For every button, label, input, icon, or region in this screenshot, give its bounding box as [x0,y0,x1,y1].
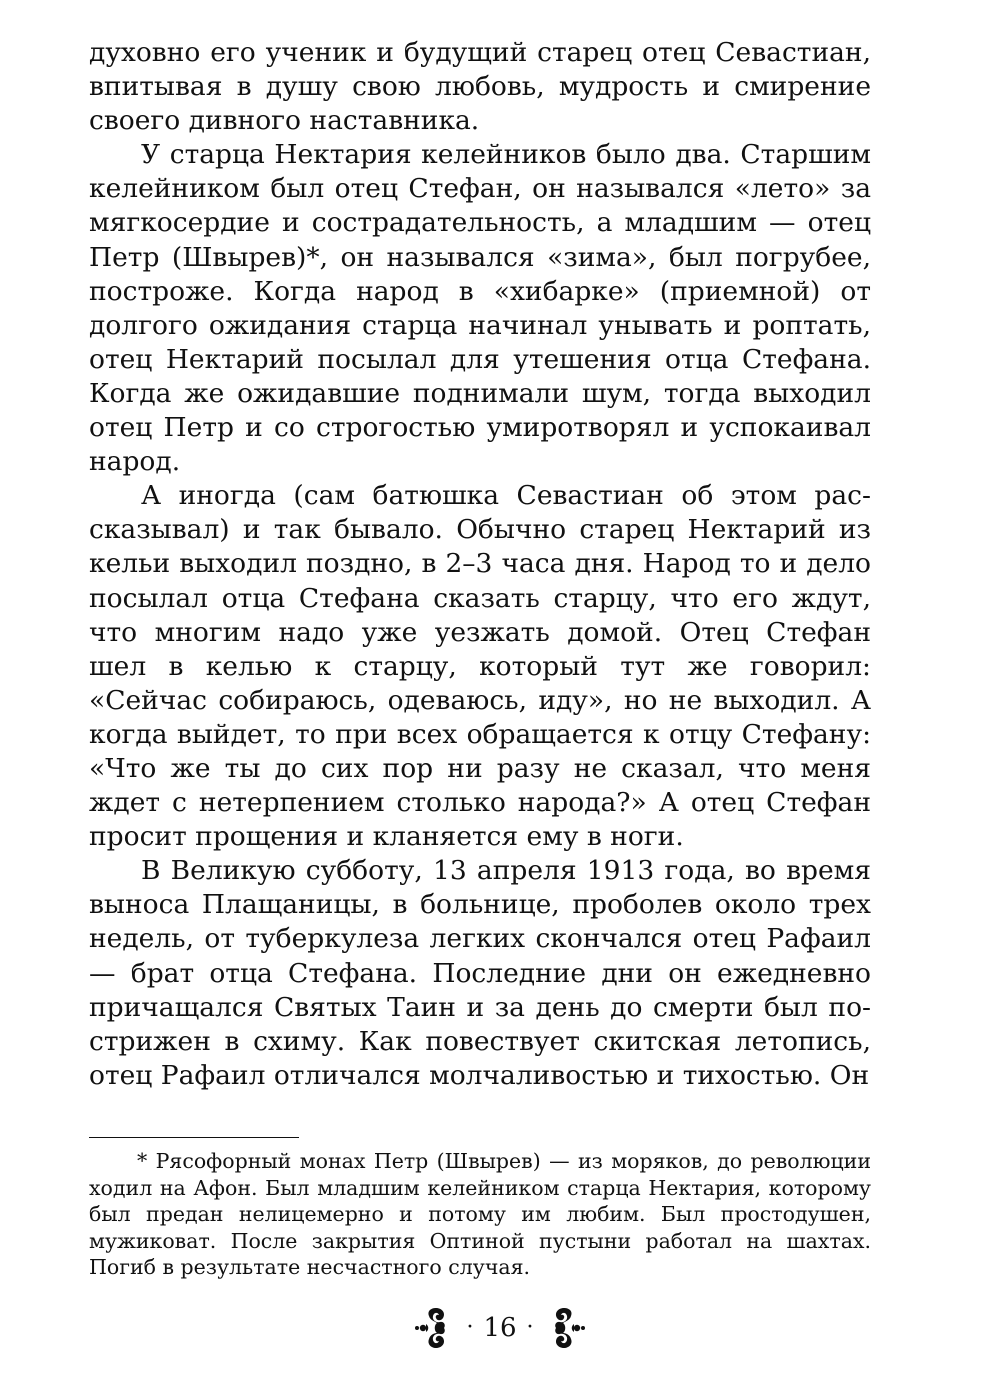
separator-dot: · [466,1315,474,1340]
scroll-ornament-icon [412,1304,460,1352]
paragraph-cell-attendants: У старца Нектария келейников было два. Старшим келейником был отец Стефан, он назывался «лето» за мягкосердие и сострадательность, а младшим — отец Петр (Швырев)*, он назывался «зима», был погрубее, построже. Когда народ в «хибарке» (приемной) от долгого ожидания старца начинал унывать и роптать, отец Нектарий посылал для утешения отца Стефана. Когда же ожидавшие поднимали шум, тогда выходил отец Петр и со строгостью умиротворял и успокаивал народ. [89,139,871,478]
page-folio [0,1298,1000,1358]
main-text [89,36,871,1093]
paragraph-father-raphael: В Великую субботу, 13 апреля 1913 года, во время выноса Плащаницы, в больнице, проболев около трех недель, от туберкулеза легких скончался отец Рафаил — брат отца Стефана. Последние дни он ежедневно причащался Святых Таин и за день до смерти был пострижен в схиму. Как повествует скитская летопись, отец Рафаил отличался молчаливостью и тихостью. Он [89,855,871,1091]
footnote: * Рясофорный монах Петр (Швырев) — из моряков, до революции ходил на Афон. Был младшим келейником старца Нектария, которому был предан нелицемерно и потому им любим. Был простодушен, мужиковат. После закрытия Оптиной пустыни работал на шахтах. Погиб в результате несчастного случая. [89,1149,871,1280]
separator-dot: · [526,1315,534,1340]
scroll-ornament-icon [540,1304,588,1352]
paragraph-elder-delay: А иногда (сам батюшка Севастиан об этом рассказывал) и так бывало. Обычно старец Нектарий из кельи выходил поздно, в 2–3 часа дня. Народ то и дело посылал отца Стефана сказать старцу, что его ждут, что многим надо уже уезжать домой. Отец Стефан шел в келью к старцу, который тут же говорил: «Сейчас собираюсь, одеваюсь, иду», но не выходил. А когда выйдет, то при всех обращается к отцу Стефану: «Что же ты до сих пор ни разу не сказал, что меня ждет с нетерпением столько народа?» А отец Стефан просит прощения и кланяется ему в ноги. [89,480,871,853]
paragraph-continuation: духовно его ученик и будущий старец отец Севастиан, впитывая в душу свою любовь, мудрость и смирение своего дивного наставника. [89,37,871,137]
footnote-divider [89,1137,299,1138]
page-number: 16 [483,1313,517,1343]
